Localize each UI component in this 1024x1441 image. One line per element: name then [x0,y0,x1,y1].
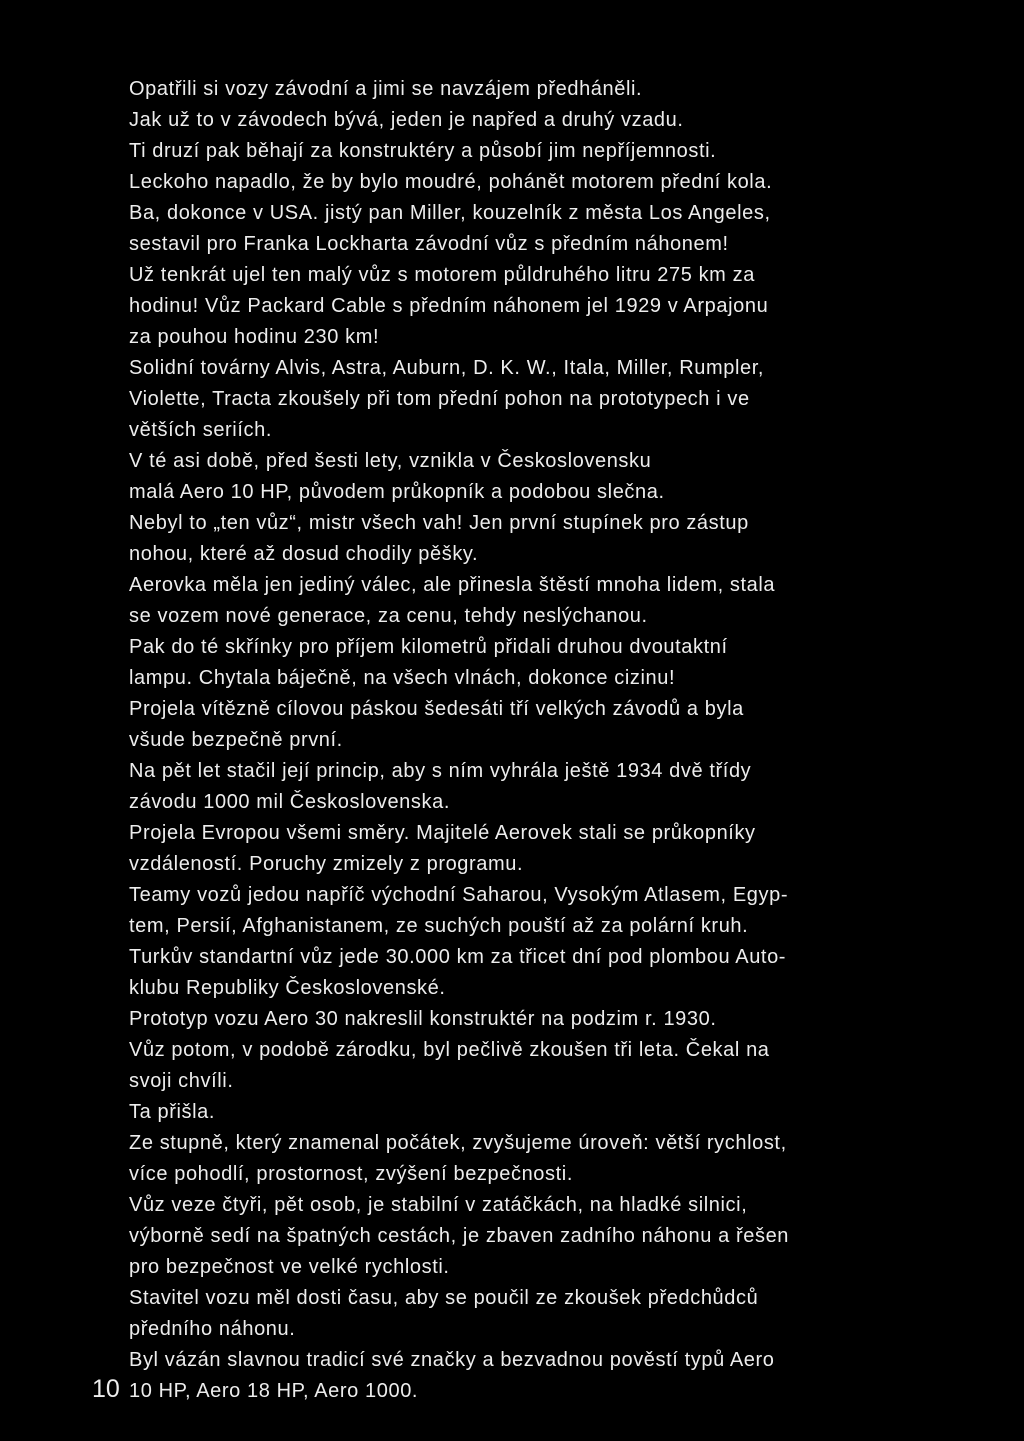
text-line: se vozem nové generace, za cenu, tehdy neslýchanou. [129,605,648,627]
page-number: 10 [92,1375,120,1403]
text-line: V té asi době, před šesti lety, vznikla v Československu [129,450,652,472]
text-line: Nebyl to „ten vůz“, mistr všech vah! Jen první stupínek pro zástup [129,512,749,534]
text-line: Ze stupně, který znamenal počátek, zvyšujeme úroveň: větší rychlost, [129,1132,787,1154]
text-line: lampu. Chytala báječně, na všech vlnách, dokonce cizinu! [129,667,676,689]
text-line: hodinu! Vůz Packard Cable s předním náhonem jel 1929 v Arpajonu [129,295,769,317]
text-line: Projela Evropou všemi směry. Majitelé Aerovek stali se průkopníky [129,822,756,844]
text-line: Prototyp vozu Aero 30 nakreslil konstruktér na podzim r. 1930. [129,1008,717,1030]
text-line: tem, Persií, Afghanistanem, ze suchých pouští až za polární kruh. [129,915,749,937]
text-line: více pohodlí, prostornost, zvýšení bezpečnosti. [129,1163,573,1185]
text-line: Vůz potom, v podobě zárodku, byl pečlivě zkoušen tři leta. Čekal na [129,1039,770,1061]
text-line: nohou, které až dosud chodily pěšky. [129,543,479,565]
text-line: pro bezpečnost ve velké rychlosti. [129,1256,450,1278]
text-line: Violette, Tracta zkoušely při tom přední pohon na prototypech i ve [129,388,750,410]
text-line: Projela vítězně cílovou páskou šedesáti tří velkých závodů a byla [129,698,744,720]
text-line: Na pět let stačil její princip, aby s ním vyhrála ještě 1934 dvě třídy [129,760,752,782]
text-line: větších seriích. [129,419,272,441]
text-line: Teamy vozů jedou napříč východní Saharou, Vysokým Atlasem, Egyp- [129,884,789,906]
text-line: Stavitel vozu měl dosti času, aby se poučil ze zkoušek předchůdců [129,1287,759,1309]
text-line: sestavil pro Franka Lockharta závodní vůz s předním náhonem! [129,233,729,255]
text-line: Solidní továrny Alvis, Astra, Auburn, D. K. W., Itala, Miller, Rumpler, [129,357,765,379]
text-line: 10 HP, Aero 18 HP, Aero 1000. [129,1380,419,1402]
text-line: Turkův standartní vůz jede 30.000 km za třicet dní pod plombou Auto- [129,946,787,968]
text-line: Jak už to v závodech bývá, jeden je napřed a druhý vzadu. [129,109,684,131]
text-line: Pak do té skřínky pro příjem kilometrů přidali druhou dvoutaktní [129,636,728,658]
text-line: vzdáleností. Poruchy zmizely z programu. [129,853,524,875]
text-line: závodu 1000 mil Československa. [129,791,450,813]
text-line: Ta přišla. [129,1101,216,1123]
text-line: všude bezpečně první. [129,729,343,751]
text-line: Opatřili si vozy závodní a jimi se navzájem předháněli. [129,78,643,100]
text-line: předního náhonu. [129,1318,296,1340]
text-line: Už tenkrát ujel ten malý vůz s motorem půldruhého litru 275 km za [129,264,755,286]
text-line: za pouhou hodinu 230 km! [129,326,380,348]
text-line: malá Aero 10 HP, původem průkopník a podobou slečna. [129,481,665,503]
text-line: Byl vázán slavnou tradicí své značky a bezvadnou pověstí typů Aero [129,1349,775,1371]
text-line: výborně sedí na špatných cestách, je zbaven zadního náhonu a řešen [129,1225,790,1247]
text-line: Ba, dokonce v USA. jistý pan Miller, kouzelník z města Los Angeles, [129,202,771,224]
body-text [129,74,929,1407]
text-line: klubu Republiky Československé. [129,977,446,999]
text-line: Aerovka měla jen jediný válec, ale přinesla štěstí mnoha lidem, stala [129,574,776,596]
text-line: Leckoho napadlo, že by bylo moudré, pohánět motorem přední kola. [129,171,773,193]
text-line: svoji chvíli. [129,1070,234,1092]
text-line: Ti druzí pak běhají za konstruktéry a působí jim nepříjemnosti. [129,140,717,162]
text-line: Vůz veze čtyři, pět osob, je stabilní v zatáčkách, na hladké silnici, [129,1194,748,1216]
